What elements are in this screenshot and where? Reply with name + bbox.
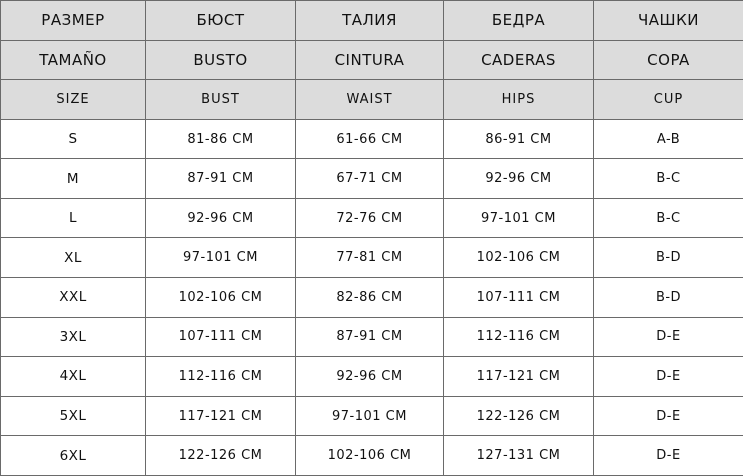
table-row xyxy=(1,159,743,199)
header-bust-ru: БЮСТ xyxy=(146,1,296,41)
cup-cell: B-D xyxy=(594,278,743,318)
bust-cell: 107-111 CM xyxy=(146,317,296,357)
bust-cell: 122-126 CM xyxy=(146,436,296,476)
waist-cell: 67-71 CM xyxy=(296,159,444,199)
header-bust-en: BUST xyxy=(146,80,296,120)
table-row xyxy=(1,357,743,397)
cup-cell: D-E xyxy=(594,436,743,476)
header-hips-en: HIPS xyxy=(444,80,594,120)
header-cup-es: COPA xyxy=(594,40,743,80)
hips-cell: 112-116 CM xyxy=(444,317,594,357)
waist-cell: 61-66 CM xyxy=(296,119,444,159)
header-hips-es: CADERAS xyxy=(444,40,594,80)
hips-cell: 122-126 CM xyxy=(444,396,594,436)
header-size-en: SIZE xyxy=(1,80,146,120)
size-cell: M xyxy=(1,159,146,199)
table-row xyxy=(1,317,743,357)
header-waist-en: WAIST xyxy=(296,80,444,120)
size-cell: 5XL xyxy=(1,396,146,436)
waist-cell: 87-91 CM xyxy=(296,317,444,357)
header-hips-ru: БЕДРА xyxy=(444,1,594,41)
header-size-es: TAMAÑO xyxy=(1,40,146,80)
cup-cell: D-E xyxy=(594,317,743,357)
cup-cell: D-E xyxy=(594,396,743,436)
table-row xyxy=(1,396,743,436)
table-row xyxy=(1,238,743,278)
hips-cell: 97-101 CM xyxy=(444,198,594,238)
header-row-russian xyxy=(1,1,743,41)
size-cell: S xyxy=(1,119,146,159)
header-row-spanish xyxy=(1,40,743,80)
waist-cell: 77-81 CM xyxy=(296,238,444,278)
waist-cell: 72-76 CM xyxy=(296,198,444,238)
cup-cell: A-B xyxy=(594,119,743,159)
cup-cell: D-E xyxy=(594,357,743,397)
waist-cell: 92-96 CM xyxy=(296,357,444,397)
cup-cell: B-D xyxy=(594,238,743,278)
bust-cell: 81-86 CM xyxy=(146,119,296,159)
header-cup-en: CUP xyxy=(594,80,743,120)
bust-cell: 87-91 CM xyxy=(146,159,296,199)
bust-cell: 97-101 CM xyxy=(146,238,296,278)
size-cell: L xyxy=(1,198,146,238)
header-bust-es: BUSTO xyxy=(146,40,296,80)
waist-cell: 97-101 CM xyxy=(296,396,444,436)
waist-cell: 82-86 CM xyxy=(296,278,444,318)
cup-cell: B-C xyxy=(594,159,743,199)
table-row xyxy=(1,278,743,318)
header-cup-ru: ЧАШКИ xyxy=(594,1,743,41)
hips-cell: 127-131 CM xyxy=(444,436,594,476)
hips-cell: 107-111 CM xyxy=(444,278,594,318)
hips-cell: 102-106 CM xyxy=(444,238,594,278)
table-row xyxy=(1,119,743,159)
cup-cell: B-C xyxy=(594,198,743,238)
table-row xyxy=(1,198,743,238)
size-cell: XXL xyxy=(1,278,146,318)
hips-cell: 117-121 CM xyxy=(444,357,594,397)
size-cell: 6XL xyxy=(1,436,146,476)
bust-cell: 112-116 CM xyxy=(146,357,296,397)
bust-cell: 102-106 CM xyxy=(146,278,296,318)
header-waist-ru: ТАЛИЯ xyxy=(296,1,444,41)
size-cell: 4XL xyxy=(1,357,146,397)
header-waist-es: CINTURA xyxy=(296,40,444,80)
size-cell: 3XL xyxy=(1,317,146,357)
hips-cell: 86-91 CM xyxy=(444,119,594,159)
hips-cell: 92-96 CM xyxy=(444,159,594,199)
bust-cell: 92-96 CM xyxy=(146,198,296,238)
waist-cell: 102-106 CM xyxy=(296,436,444,476)
bust-cell: 117-121 CM xyxy=(146,396,296,436)
table-row xyxy=(1,436,743,476)
size-cell: XL xyxy=(1,238,146,278)
header-row-english xyxy=(1,80,743,120)
header-size-ru: РАЗМЕР xyxy=(1,1,146,41)
